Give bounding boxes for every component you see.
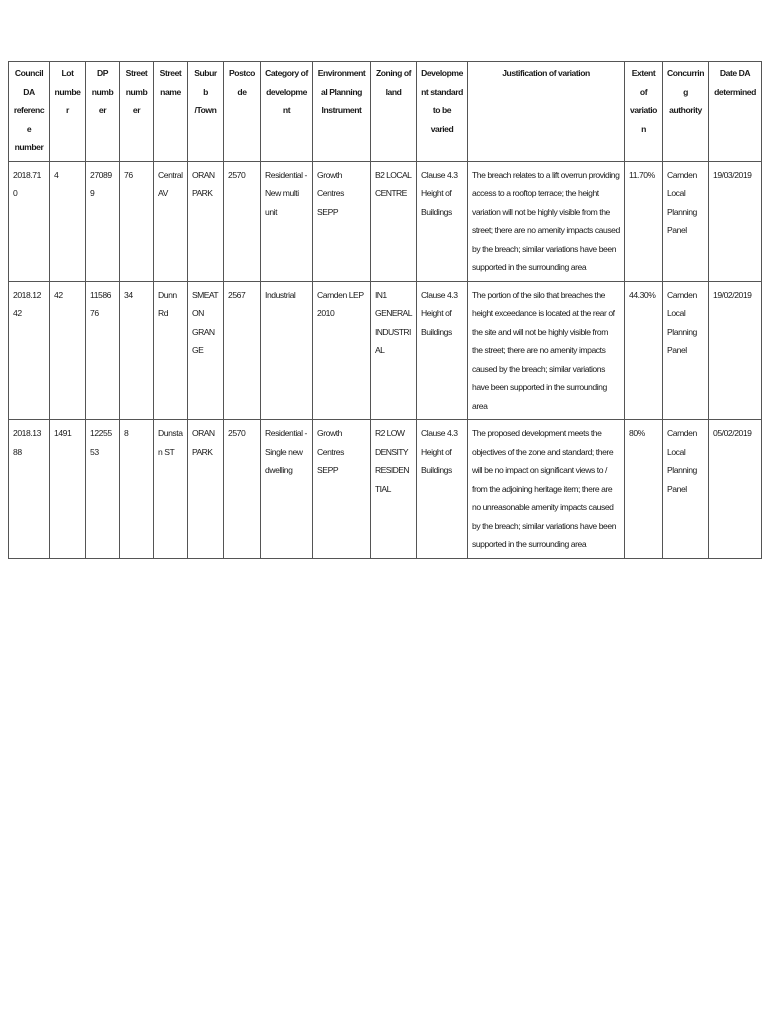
cell-postcode: 2570 (224, 161, 261, 281)
cell-authority: Camden Local Planning Panel (663, 281, 709, 420)
variations-table (8, 61, 762, 559)
header-postcode: Postcode (224, 62, 261, 162)
cell-date: 19/03/2019 (709, 161, 762, 281)
cell-date: 05/02/2019 (709, 420, 762, 559)
table-row (9, 281, 762, 420)
cell-lot: 1491 (50, 420, 86, 559)
header-date: Date DA determined (709, 62, 762, 162)
cell-ref: 2018.1242 (9, 281, 50, 420)
cell-dp: 1225553 (86, 420, 120, 559)
header-epi: Environmental Planning Instrument (313, 62, 371, 162)
cell-dp: 1158676 (86, 281, 120, 420)
header-lot-number: Lot number (50, 62, 86, 162)
cell-street-name: Dunn Rd (154, 281, 188, 420)
cell-category: Residential - Single new dwelling (261, 420, 313, 559)
cell-category: Industrial (261, 281, 313, 420)
cell-suburb: SMEATON GRANGE (188, 281, 224, 420)
cell-date: 19/02/2019 (709, 281, 762, 420)
cell-zoning: R2 LOW DENSITY RESIDENTIAL (371, 420, 417, 559)
header-justification: Justification of variation (468, 62, 625, 162)
cell-street-number: 76 (120, 161, 154, 281)
cell-standard: Clause 4.3 Height of Buildings (417, 161, 468, 281)
table-row (9, 420, 762, 559)
header-dp-number: DP number (86, 62, 120, 162)
cell-authority: Camden Local Planning Panel (663, 161, 709, 281)
header-category: Category of development (261, 62, 313, 162)
cell-extent: 80% (625, 420, 663, 559)
cell-lot: 42 (50, 281, 86, 420)
cell-extent: 44.30% (625, 281, 663, 420)
header-zoning: Zoning of land (371, 62, 417, 162)
cell-epi: Camden LEP 2010 (313, 281, 371, 420)
cell-street-number: 8 (120, 420, 154, 559)
cell-suburb: ORAN PARK (188, 420, 224, 559)
cell-street-name: Central AV (154, 161, 188, 281)
header-street-number: Street number (120, 62, 154, 162)
cell-category: Residential - New multi unit (261, 161, 313, 281)
cell-extent: 11.70% (625, 161, 663, 281)
header-row (9, 62, 762, 162)
cell-justification: The breach relates to a lift overrun providing access to a rooftop terrace; the height variation will not be highly visible from the street; there are no amenity impacts caused by the breach; similar variations have been supported in the surrounding area (468, 161, 625, 281)
document-page (8, 61, 761, 559)
cell-epi: Growth Centres SEPP (313, 420, 371, 559)
cell-justification: The portion of the silo that breaches the height exceedance is located at the rear of the site and will not be highly visible from the street; there are no amenity impacts caused by the breach; similar variations have been supported in the surrounding area (468, 281, 625, 420)
header-extent: Extent of variation (625, 62, 663, 162)
cell-postcode: 2567 (224, 281, 261, 420)
cell-ref: 2018.1388 (9, 420, 50, 559)
table-row (9, 161, 762, 281)
cell-justification: The proposed development meets the objectives of the zone and standard; there will be no impact on significant views to / from the adjoining heritage item; there are no unreasonable amenity impacts caused by the breach; similar variations have been supported in the surrounding area (468, 420, 625, 559)
cell-standard: Clause 4.3 Height of Buildings (417, 281, 468, 420)
cell-authority: Camden Local Planning Panel (663, 420, 709, 559)
header-standard: Development standard to be varied (417, 62, 468, 162)
header-suburb-town: Suburb /Town (188, 62, 224, 162)
cell-zoning: IN1 GENERAL INDUSTRIAL (371, 281, 417, 420)
header-street-name: Street name (154, 62, 188, 162)
header-authority: Concurring authority (663, 62, 709, 162)
cell-street-name: Dunstan ST (154, 420, 188, 559)
cell-ref: 2018.710 (9, 161, 50, 281)
cell-lot: 4 (50, 161, 86, 281)
cell-suburb: ORAN PARK (188, 161, 224, 281)
cell-postcode: 2570 (224, 420, 261, 559)
header-council-da-ref: Council DA reference number (9, 62, 50, 162)
cell-street-number: 34 (120, 281, 154, 420)
cell-dp: 270899 (86, 161, 120, 281)
cell-zoning: B2 LOCAL CENTRE (371, 161, 417, 281)
cell-standard: Clause 4.3 Height of Buildings (417, 420, 468, 559)
cell-epi: Growth Centres SEPP (313, 161, 371, 281)
